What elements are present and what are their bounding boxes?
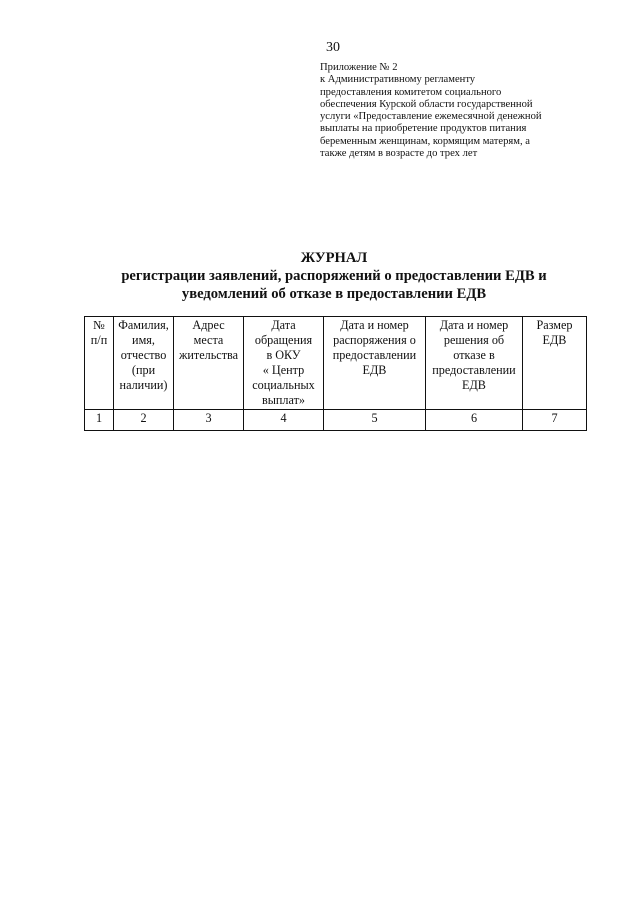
column-header-application-date bbox=[244, 317, 324, 410]
header-text: п/п bbox=[90, 333, 108, 347]
header-text: (при bbox=[131, 363, 156, 377]
header-text: № bbox=[93, 318, 105, 332]
column-number-cell: 1 bbox=[85, 410, 114, 431]
table-row bbox=[85, 410, 587, 431]
column-header-number bbox=[85, 317, 114, 410]
column-header-refusal-date-number bbox=[426, 317, 523, 410]
column-number-cell: 5 bbox=[324, 410, 426, 431]
appendix-line: Приложение № 2 bbox=[320, 62, 398, 73]
header-text: жительства bbox=[178, 348, 239, 362]
column-header-full-name bbox=[114, 317, 174, 410]
header-text: распоряжения о bbox=[333, 333, 416, 347]
journal-title bbox=[84, 249, 584, 303]
appendix-line: предоставления комитетом социального bbox=[320, 86, 502, 98]
page-number: 30 bbox=[326, 40, 340, 55]
header-text: « Центр bbox=[262, 363, 305, 377]
header-text: отчество bbox=[120, 348, 167, 362]
column-header-address bbox=[174, 317, 244, 410]
appendix-line: обеспечения Курской области государственной bbox=[320, 98, 533, 110]
header-text: отказе в bbox=[453, 348, 495, 362]
header-text: места bbox=[193, 333, 224, 347]
header-text: обращения bbox=[254, 333, 313, 347]
header-text: ЕДВ bbox=[362, 363, 387, 377]
header-text: социальных bbox=[252, 378, 315, 392]
header-text: ЕДВ bbox=[542, 333, 567, 347]
header-text: ЕДВ bbox=[462, 378, 486, 392]
header-text: предоставлении bbox=[432, 363, 516, 377]
appendix-note bbox=[320, 62, 600, 160]
table-header-row bbox=[85, 317, 587, 410]
journal-table bbox=[84, 316, 587, 431]
header-text: выплат» bbox=[261, 393, 306, 407]
title-line-2: уведомлений об отказе в предоставлении ЕДВ bbox=[181, 286, 487, 302]
column-number-cell: 2 bbox=[114, 410, 174, 431]
title-line-1: регистрации заявлений, распоряжений о предоставлении ЕДВ и bbox=[121, 268, 547, 284]
column-number-cell: 6 bbox=[426, 410, 523, 431]
appendix-line: беременным женщинам, кормящим матерям, а bbox=[320, 135, 530, 147]
appendix-line: также детям в возрасте до трех лет bbox=[320, 148, 478, 160]
header-text: Дата и номер bbox=[439, 318, 509, 332]
header-text: предоставлении bbox=[332, 348, 417, 362]
appendix-line: услуги «Предоставление ежемесячной денежной bbox=[320, 111, 542, 123]
header-text: Дата и номер bbox=[340, 318, 409, 332]
column-number-cell: 3 bbox=[174, 410, 244, 431]
header-text: имя, bbox=[132, 333, 155, 347]
column-header-amount bbox=[523, 317, 587, 410]
header-text: Размер bbox=[536, 318, 573, 332]
header-text: наличии) bbox=[119, 378, 168, 392]
column-number-cell: 7 bbox=[523, 410, 587, 431]
header-text: в ОКУ bbox=[266, 348, 301, 362]
header-text: решения об bbox=[443, 333, 505, 347]
title-heading: ЖУРНАЛ bbox=[300, 250, 368, 266]
appendix-line: к Административному регламенту bbox=[320, 74, 476, 86]
header-text: Дата bbox=[271, 318, 296, 332]
appendix-line: выплаты на приобретение продуктов питания bbox=[320, 123, 527, 135]
column-header-order-date-number bbox=[324, 317, 426, 410]
header-text: Фамилия, bbox=[118, 318, 169, 332]
header-text: Адрес bbox=[192, 318, 225, 332]
column-number-cell: 4 bbox=[244, 410, 324, 431]
